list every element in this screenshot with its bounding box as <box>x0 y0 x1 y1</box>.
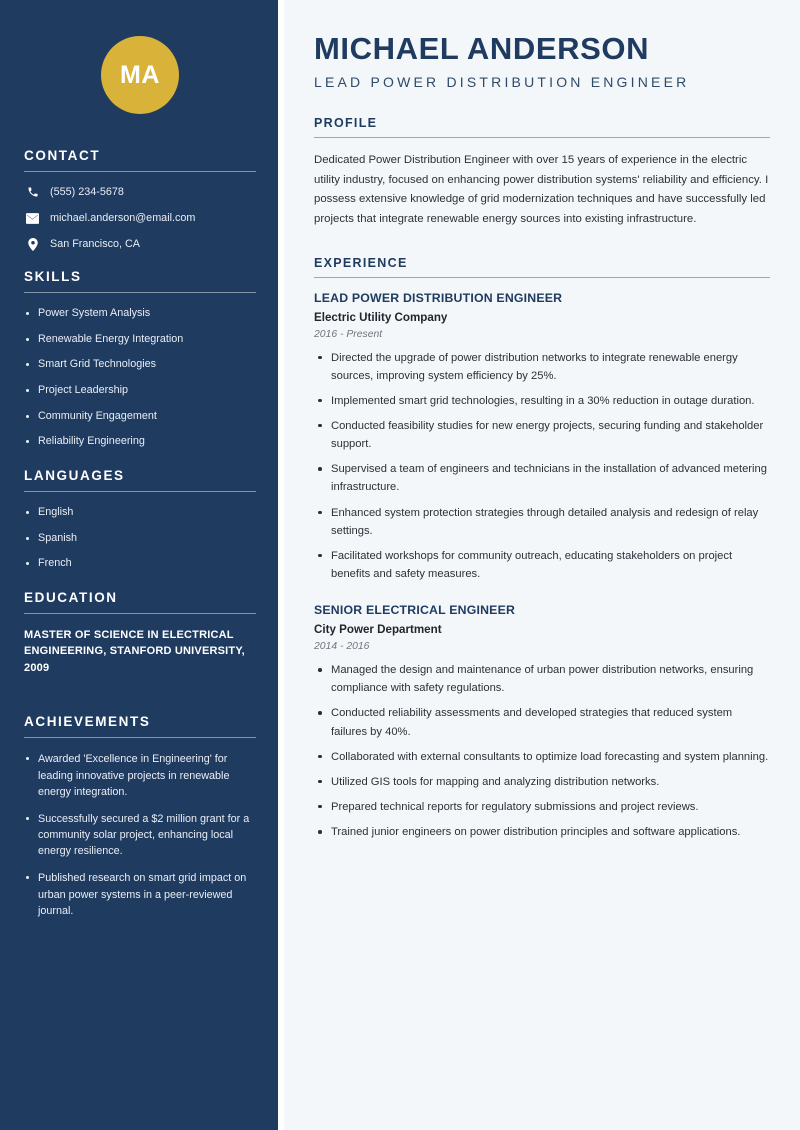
section-profile <box>314 116 770 229</box>
page-title: MICHAEL ANDERSON <box>314 31 650 66</box>
sidebar-divider-education <box>24 613 256 614</box>
sidebar-heading-languages: LANGUAGES <box>24 467 125 483</box>
list-item: Conducted reliability assessments and developed strategies that reduced system failures by 40%. <box>314 704 770 740</box>
sidebar <box>0 0 278 1130</box>
phone-icon <box>24 185 41 199</box>
skills-list <box>24 306 256 450</box>
envelope-icon <box>24 211 41 225</box>
sidebar-divider-achievements <box>24 737 256 738</box>
sidebar-divider-skills <box>24 292 256 293</box>
experience-company: Electric Utility Company <box>314 310 448 324</box>
section-experience <box>314 256 770 842</box>
list-item: Reliability Engineering <box>24 434 256 450</box>
list-item: Facilitated workshops for community outreach, educating stakeholders on project benefits and safety measures. <box>314 547 770 583</box>
contact-value-phone: (555) 234-5678 <box>50 186 124 198</box>
sidebar-section-languages <box>24 468 256 572</box>
list-item: Implemented smart grid technologies, resulting in a 30% reduction in outage duration. <box>314 392 770 410</box>
sidebar-section-education <box>24 590 256 677</box>
section-divider-experience <box>314 277 770 278</box>
languages-list <box>24 505 256 572</box>
list-item: Power System Analysis <box>24 306 256 322</box>
list-item: Community Engagement <box>24 409 256 425</box>
list-item: Directed the upgrade of power distribution networks to integrate renewable energy sources, improving system efficiency by 25%. <box>314 349 770 385</box>
experience-bullets <box>314 349 770 584</box>
profile-text: Dedicated Power Distribution Engineer with over 15 years of experience in the electric utility industry, focused on enhancing power distribution systems' reliability and efficiency. I possess extensive knowledge of grid modernization techniques and have successfully led projects that integrate renewable energy sources into existing infrastructure. <box>314 154 769 225</box>
list-item: Enhanced system protection strategies through detailed analysis and redesign of relay settings. <box>314 504 770 540</box>
sidebar-divider-contact <box>24 171 256 172</box>
list-item: Successfully secured a $2 million grant for a community solar project, enhancing local energy resilience. <box>24 811 256 860</box>
sidebar-heading-skills: SKILLS <box>24 269 82 285</box>
experience-role: SENIOR ELECTRICAL ENGINEER <box>314 603 516 618</box>
list-item: Smart Grid Technologies <box>24 357 256 373</box>
list-item: Trained junior engineers on power distribution principles and software applications. <box>314 823 770 841</box>
list-item: Conducted feasibility studies for new energy projects, securing funding and stakeholder support. <box>314 417 770 453</box>
sidebar-section-skills <box>24 269 256 450</box>
contact-value-email: michael.anderson@email.com <box>50 212 196 225</box>
experience-entry <box>314 291 770 584</box>
list-item: Renewable Energy Integration <box>24 332 256 348</box>
list-item: Collaborated with external consultants to optimize load forecasting and system planning. <box>314 748 770 766</box>
list-item: Prepared technical reports for regulatory submissions and project reviews. <box>314 798 770 816</box>
achievements-list <box>24 751 256 919</box>
list-item: Supervised a team of engineers and technicians in the installation of advanced metering infrastructure. <box>314 460 770 496</box>
avatar-container <box>24 0 256 148</box>
sidebar-heading-education: EDUCATION <box>24 589 118 605</box>
list-item: Spanish <box>24 531 256 547</box>
experience-entry <box>314 603 770 841</box>
experience-bullets <box>314 661 770 841</box>
experience-company: City Power Department <box>314 623 442 637</box>
list-item: Managed the design and maintenance of urban power distribution networks, ensuring compliance with safety regulations. <box>314 661 770 697</box>
education-entry: MASTER OF SCIENCE IN ELECTRICAL ENGINEERING, STANFORD UNIVERSITY, 2009 <box>24 628 245 674</box>
map-pin-icon <box>24 237 41 251</box>
contact-item-location[interactable] <box>24 237 256 251</box>
list-item: English <box>24 505 256 521</box>
sidebar-section-contact <box>24 148 256 251</box>
list-item: Published research on smart grid impact on urban power systems in a peer-reviewed journal. <box>24 870 256 919</box>
contact-item-phone[interactable] <box>24 185 256 199</box>
list-item: French <box>24 556 256 572</box>
headline-job-title: LEAD POWER DISTRIBUTION ENGINEER <box>314 74 690 91</box>
contact-list <box>24 185 256 251</box>
contact-value-location: San Francisco, CA <box>50 238 141 251</box>
section-heading-profile: PROFILE <box>314 116 378 131</box>
list-item: Utilized GIS tools for mapping and analyzing distribution networks. <box>314 773 770 791</box>
sidebar-heading-contact: CONTACT <box>24 148 101 163</box>
experience-dates: 2016 - Present <box>314 328 383 340</box>
experience-role: LEAD POWER DISTRIBUTION ENGINEER <box>314 290 563 305</box>
contact-item-email[interactable] <box>24 211 256 225</box>
section-heading-experience: EXPERIENCE <box>314 255 408 270</box>
experience-dates: 2014 - 2016 <box>314 641 370 653</box>
sidebar-section-achievements <box>24 714 256 919</box>
list-item: Awarded 'Excellence in Engineering' for leading innovative projects in renewable energy integration. <box>24 751 256 800</box>
sidebar-heading-achievements: ACHIEVEMENTS <box>24 714 151 730</box>
avatar: MA <box>101 36 179 114</box>
list-item: Project Leadership <box>24 383 256 399</box>
sidebar-divider-languages <box>24 491 256 492</box>
section-divider-profile <box>314 137 770 138</box>
main-content <box>284 0 800 1130</box>
